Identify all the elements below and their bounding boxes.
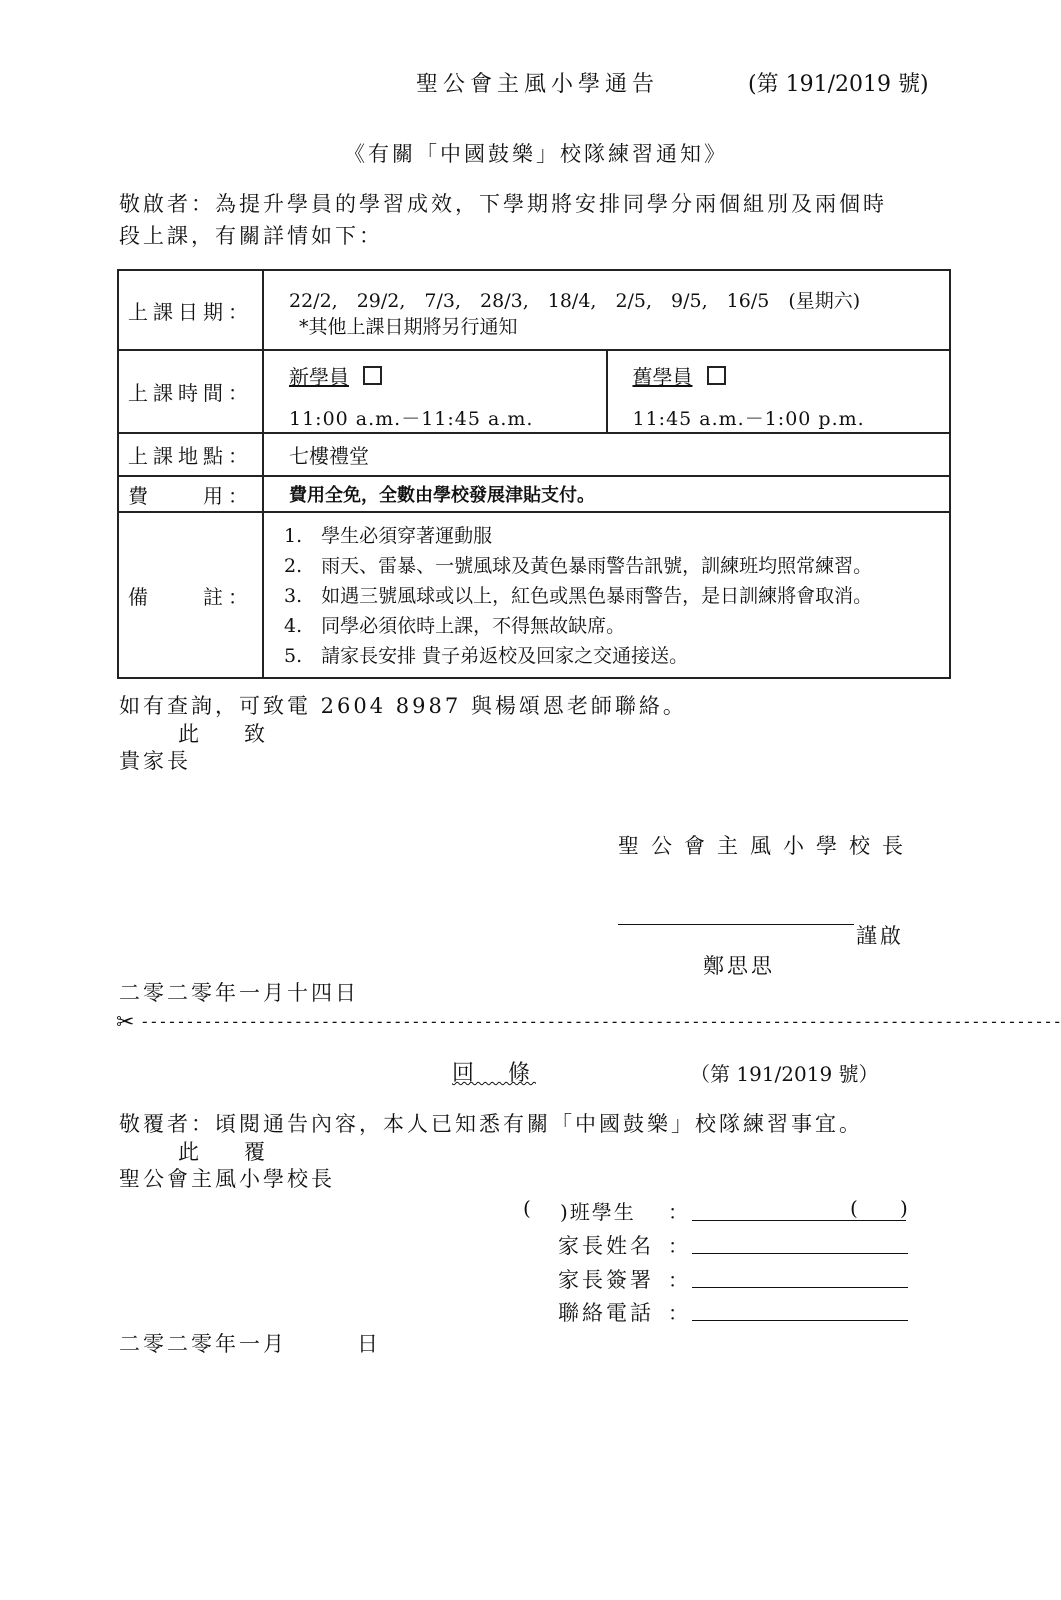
remarks-list <box>264 513 949 677</box>
student-no-open: ( <box>850 1196 858 1220</box>
principal-name: 鄭思思 <box>703 954 775 978</box>
notice-date: 二零二零年一月十四日 <box>119 981 359 1005</box>
fee-label: 費 用： <box>118 476 263 512</box>
parent-name-field[interactable] <box>692 1253 908 1254</box>
new-students-label: 新學員 <box>289 365 349 389</box>
colon: ： <box>668 1301 688 1325</box>
time-row <box>118 350 950 433</box>
parent-sign-field[interactable] <box>692 1287 908 1288</box>
student-name-field[interactable] <box>692 1220 906 1221</box>
venue-cell <box>263 433 950 476</box>
old-students-checkbox[interactable] <box>707 366 726 385</box>
reply-to: 聖公會主風小學校長 <box>119 1167 335 1191</box>
phone-field[interactable] <box>692 1320 908 1321</box>
new-students-time: 11:00 a.m.－11:45 a.m. <box>289 408 534 430</box>
venue-label: 上課地點： <box>118 433 263 476</box>
dates-value: 22/2, 29/2, 7/3, 28/3, 18/4, 2/5, 9/5, 16/5 (星期六) <box>289 290 861 312</box>
time-label: 上課時間： <box>118 350 263 433</box>
intro-line-1: 敬啟者：為提升學員的學習成效，下學期將安排同學分兩個組別及兩個時 <box>119 192 887 216</box>
reply-title: 回 條 <box>452 1061 537 1086</box>
to-parents: 貴家長 <box>119 749 191 773</box>
ci-fu: 此 覆 <box>178 1140 277 1164</box>
remark-item: 5. 請家長安排 貴子弟返校及回家之交通接送。 <box>284 645 689 667</box>
remark-item: 1. 學生必須穿著運動服 <box>284 525 493 547</box>
student-no-close: ) <box>900 1196 908 1220</box>
respectfully: 謹啟 <box>856 924 904 948</box>
details-table <box>117 269 951 679</box>
dates-cell <box>263 270 950 350</box>
parent-sign-label: 家長簽署 <box>558 1268 654 1292</box>
fee-cell <box>263 476 950 512</box>
ci-zhi: 此 致 <box>178 722 277 746</box>
venue-value: 七樓禮堂 <box>289 444 369 468</box>
old-students-cell <box>607 350 951 433</box>
reply-body: 敬覆者：頃閱通告內容，本人已知悉有關「中國鼓樂」校隊練習事宜。 <box>119 1112 863 1136</box>
reply-day: 日 <box>357 1332 381 1356</box>
remark-item: 2. 雨天、雷暴、一號風球及黃色暴雨警告訊號，訓練班均照常練習。 <box>284 555 873 577</box>
notice-subject: 《有關「中國鼓樂」校隊練習通知》 <box>344 142 728 166</box>
reply-date: 二零二零年一月 <box>119 1332 287 1356</box>
fee-row <box>118 476 950 512</box>
remarks-label: 備 註： <box>118 512 263 678</box>
new-students-cell <box>263 350 607 433</box>
cut-dashes: ------------------------------------------------------------------------------------------------------ <box>140 1012 1061 1031</box>
signature-line <box>618 924 854 925</box>
phone-label: 聯絡電話 <box>558 1301 654 1325</box>
remark-item: 3. 如遇三號風球或以上，紅色或黑色暴雨警告，是日訓練將會取消。 <box>284 585 873 607</box>
parent-name-label: 家長姓名 <box>558 1234 654 1258</box>
fee-value: 費用全免，全數由學校發展津貼支付。 <box>289 485 595 506</box>
remarks-cell <box>263 512 950 678</box>
intro-line-2: 段上課，有關詳情如下： <box>119 224 383 248</box>
old-students-time: 11:45 a.m.－1:00 p.m. <box>632 408 865 430</box>
notice-title: 聖公會主風小學通告 <box>416 72 660 97</box>
class-student-label: )班學生 <box>560 1200 636 1224</box>
dates-row <box>118 270 950 350</box>
colon: ： <box>668 1200 688 1224</box>
principal-title: 聖公會主風小學校長 <box>618 834 915 858</box>
colon: ： <box>668 1234 688 1258</box>
notice-number: (第 191/2019 號) <box>748 72 929 97</box>
remark-item: 4. 同學必須依時上課，不得無故缺席。 <box>284 615 626 637</box>
dates-label: 上課日期： <box>118 270 263 350</box>
scissors-icon: ✂ <box>116 1010 135 1035</box>
reply-number: （第 191/2019 號） <box>690 1062 879 1086</box>
dates-note: *其他上課日期將另行通知 <box>299 316 518 338</box>
class-open-paren: ( <box>523 1196 531 1220</box>
colon: ： <box>668 1268 688 1292</box>
venue-row <box>118 433 950 476</box>
remarks-row <box>118 512 950 678</box>
inquiry-text: 如有查詢，可致電 2604 8987 與楊頌恩老師聯絡。 <box>119 694 687 718</box>
old-students-label: 舊學員 <box>632 365 693 389</box>
new-students-checkbox[interactable] <box>363 366 382 385</box>
